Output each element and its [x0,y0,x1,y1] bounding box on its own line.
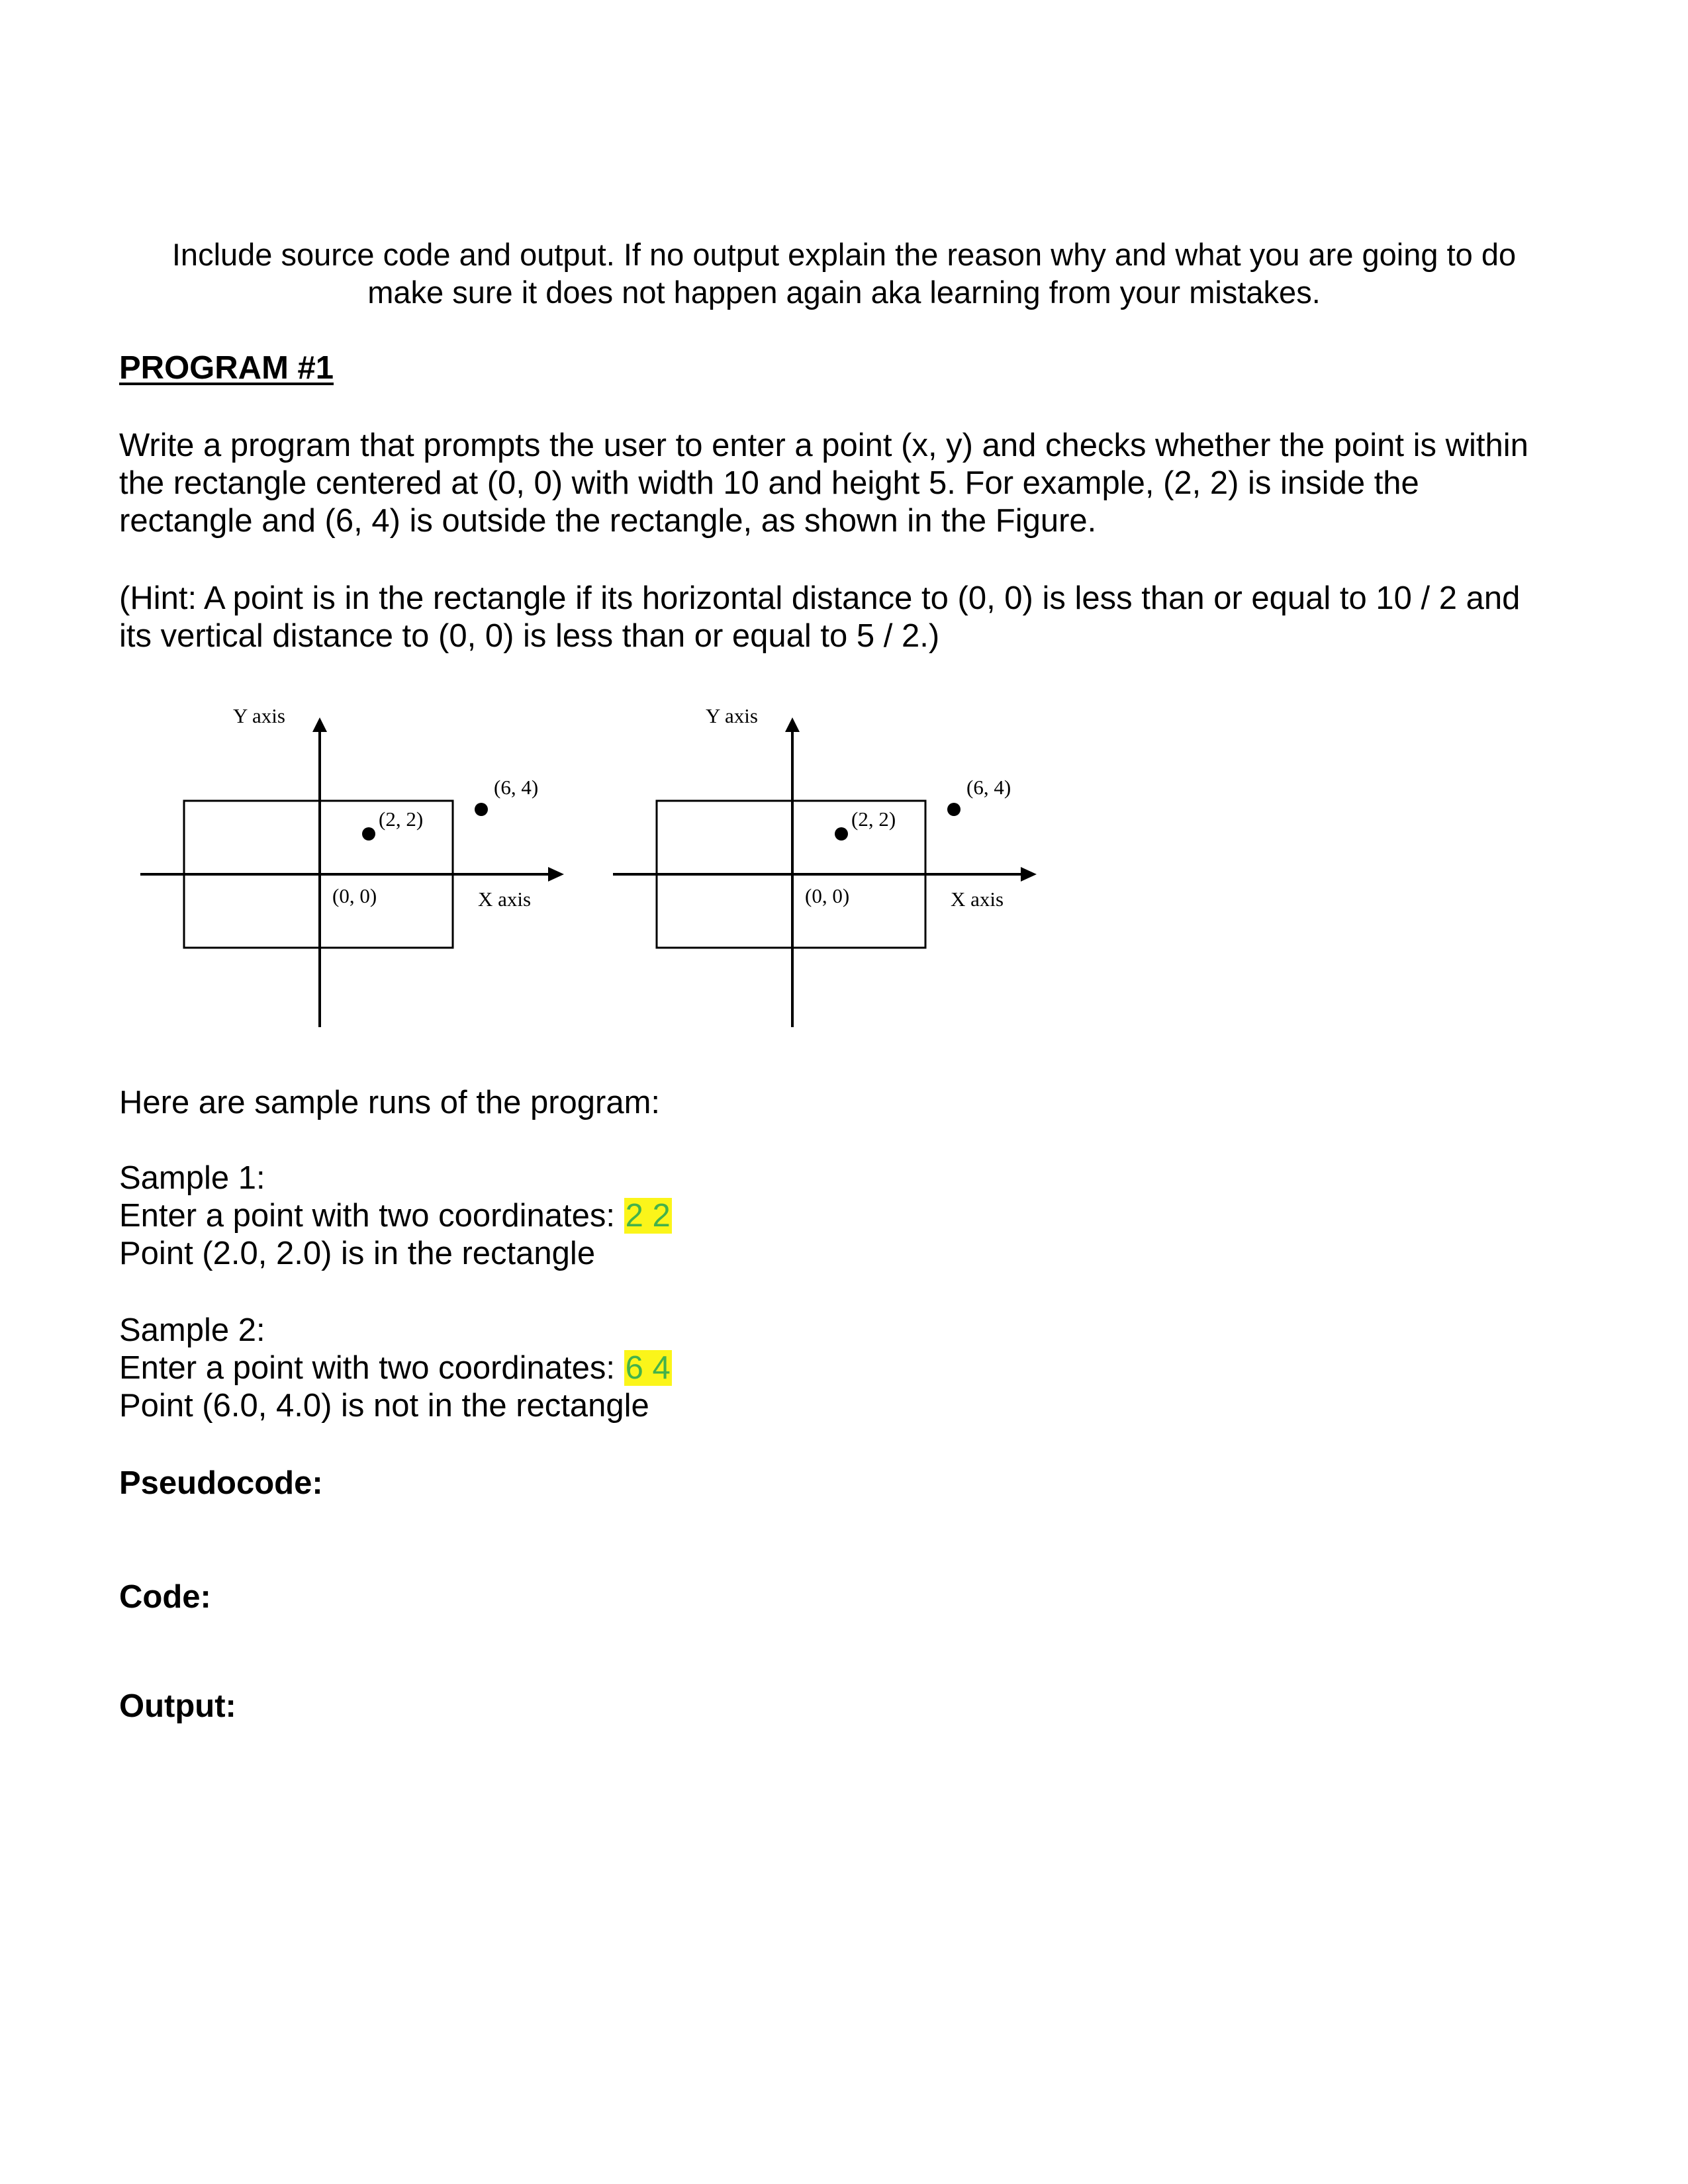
x-axis-label: X axis [478,887,532,911]
sample-prompt-line [119,1197,672,1235]
description-line: Write a program that prompts the user to enter a point (x, y) and checks whether the point is within [119,428,1528,463]
sample-prompt-line [119,1349,672,1387]
inside-point-label: (2, 2) [379,807,424,831]
pseudocode-heading: Pseudocode: [119,1465,323,1501]
sample-prompt: Enter a point with two coordinates: [119,1350,624,1386]
sample-input: 6 4 [625,1350,671,1386]
sample-prompt: Enter a point with two coordinates: [119,1198,624,1234]
figure-left [132,702,583,1032]
y-axis-label: Y axis [706,704,758,727]
sample-title: Sample 1: [119,1160,265,1196]
y-axis-label: Y axis [233,704,285,727]
intro-line-2: make sure it does not happen again aka learning from your mistakes. [367,275,1321,310]
origin-label: (0, 0) [805,884,850,907]
figure-right [605,702,1055,1032]
origin-label: (0, 0) [332,884,377,907]
description-line: the rectangle centered at (0, 0) with width 10 and height 5. For example, (2, 2) is inside the [119,465,1419,501]
inside-point-label: (2, 2) [851,807,896,831]
sample-run-1 [119,1160,672,1273]
outside-point-dot [475,803,488,816]
problem-description [119,427,1602,540]
hint-line: its vertical distance to (0, 0) is less than or equal to 5 / 2.) [119,618,940,654]
intro-line-1: Include source code and output. If no output explain the reason why and what you are going to do [171,237,1517,272]
instructions-intro [99,236,1589,311]
code-heading: Code: [119,1579,211,1615]
sample-input: 2 2 [625,1198,671,1234]
x-axis-arrow-icon [548,867,564,882]
hint-paragraph [119,580,1602,655]
inside-point-dot [835,827,848,841]
inside-point-dot [362,827,375,841]
hint-line: (Hint: A point is in the rectangle if its horizontal distance to (0, 0) is less than or equal to 10 / 2 and [119,580,1521,616]
outside-point-label: (6, 4) [966,776,1011,799]
program-title: PROGRAM #1 [119,350,334,386]
y-axis-arrow-icon [312,717,327,732]
y-axis-arrow-icon [785,717,800,732]
outside-point-label: (6, 4) [494,776,539,799]
output-heading: Output: [119,1688,236,1724]
outside-point-dot [947,803,961,816]
sample-runs-intro: Here are sample runs of the program: [119,1085,661,1120]
description-line: rectangle and (6, 4) is outside the rectangle, as shown in the Figure. [119,503,1097,539]
sample-result: Point (6.0, 4.0) is not in the rectangle [119,1388,649,1424]
sample-result: Point (2.0, 2.0) is in the rectangle [119,1236,596,1271]
x-axis-label: X axis [951,887,1004,911]
sample-title: Sample 2: [119,1312,265,1348]
sample-run-2 [119,1312,672,1425]
x-axis-arrow-icon [1021,867,1037,882]
